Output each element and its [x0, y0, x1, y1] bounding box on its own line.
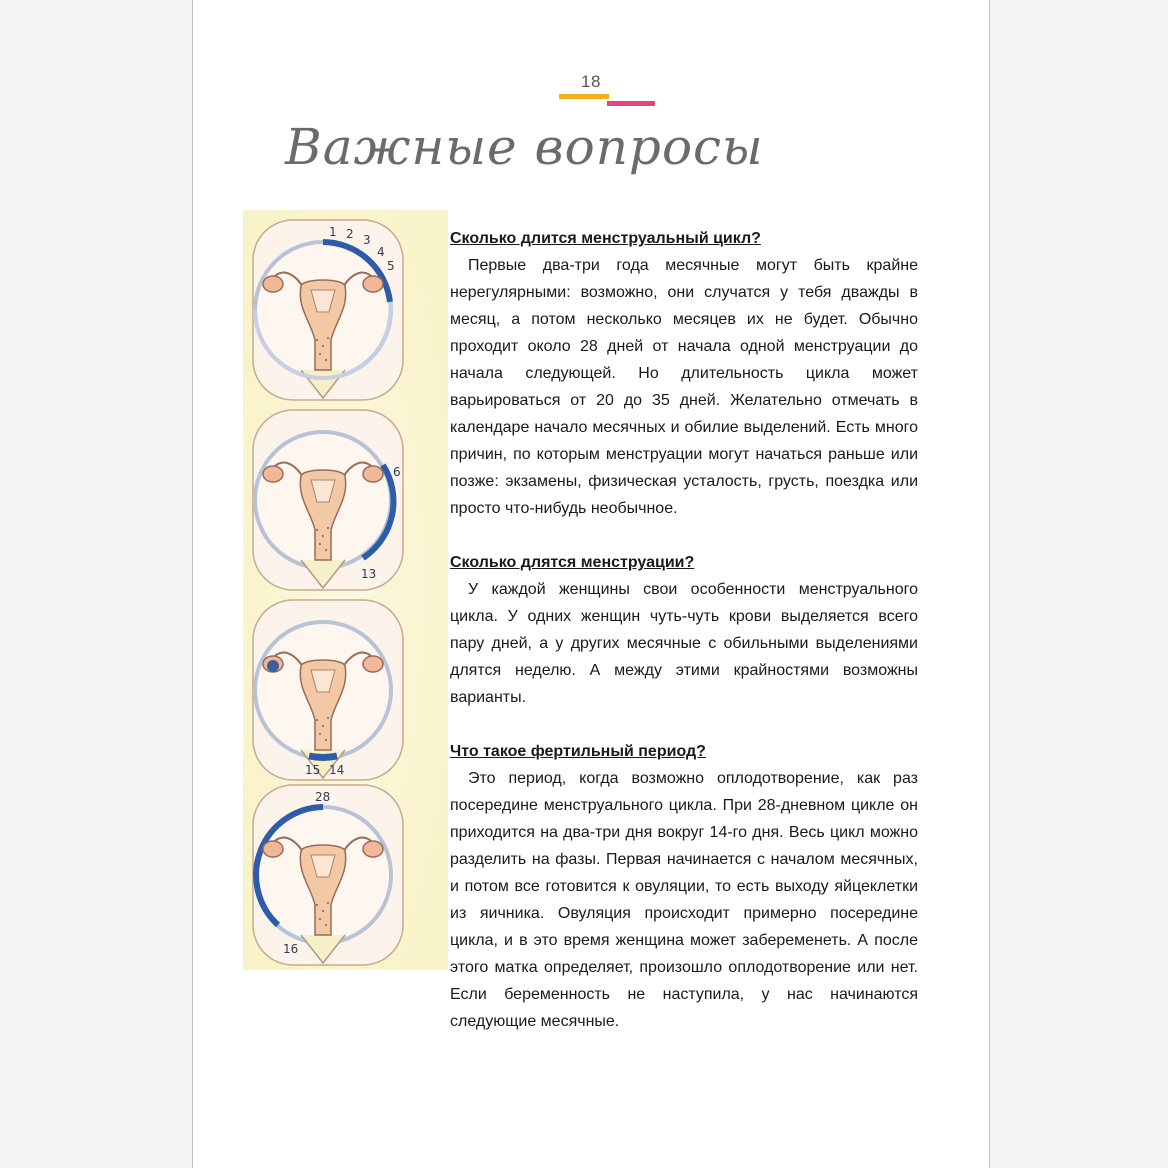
cycle-panel-1: [253, 220, 403, 400]
section-cycle-length: [450, 225, 918, 522]
page-title: Важные вопросы: [285, 118, 764, 176]
cycle-day-label: 6: [393, 465, 401, 479]
cycle-day-label: 2: [346, 227, 354, 241]
cycle-day-label: 5: [387, 259, 395, 273]
section-text: У каждой женщины свои особенности менструального цикла. У одних женщин чуть-чуть крови выделяется всего пару дней, а у других месячные с обильными выделениями длятся неделю. А между этими крайностями возможны варианты.: [450, 581, 918, 706]
cycle-day-label: 28: [315, 790, 331, 804]
cycle-day-label: 14: [329, 763, 345, 777]
cycle-panel-2: [253, 410, 403, 590]
page-number: 18: [581, 72, 601, 91]
section-fertile-period: [450, 738, 918, 1035]
section-text: Это период, когда возможно оплодотворение, как раз посередине менструального цикла. При 28-дневном цикле он приходится на два-три дня вокруг 14-го дня. Весь цикл можно разделить на фазы. Первая начинается с началом месячных, и потом все готовится к овуляции, то есть выходу яйцеклетки из яичника. Овуляция происходит примерно посередине цикла, и в это время женщина может забеременеть. А после этого матка определяет, произошло оплодотворение или нет. Если беременность не наступила, у нас начинаются следующие месячные.: [450, 770, 918, 1030]
cycle-day-label: 1: [329, 225, 337, 239]
section-text: Первые два-три года месячные могут быть крайне нерегулярными: возможно, они случатся у тебя дважды в месяц, а потом несколько месяцев их не будет. Обычно проходит около 28 дней от начала одной менструации до начала следующей. Но длительность цикла может варьироваться от 20 до 35 дней. Желательно отмечать в календаре начало месячных и обилие выделений. Есть много причин, по которым менструации могут начаться раньше или позже: экзамены, физическая усталость, грусть, поездка или просто что-нибудь необычное.: [450, 257, 918, 517]
cycle-day-label: 15: [305, 763, 321, 777]
accent-bar-yellow: [559, 94, 609, 99]
section-title: Сколько длятся менструации?: [450, 554, 695, 571]
cycle-day-label: 13: [361, 567, 377, 581]
book-page: [192, 0, 990, 1168]
section-title: Сколько длится менструальный цикл?: [450, 230, 761, 247]
cycle-panel-4: [253, 785, 403, 965]
cycle-day-label: 16: [283, 942, 299, 956]
cycle-day-label: 4: [377, 245, 385, 259]
cycle-day-label: 3: [363, 233, 371, 247]
section-period-length: [450, 549, 918, 711]
text-column: [450, 225, 918, 1062]
section-title: Что такое фертильный период?: [450, 743, 706, 760]
menstrual-cycle-illustrations: [243, 210, 448, 970]
accent-bar-pink: [607, 101, 655, 106]
cycle-panel-3: [253, 600, 403, 780]
